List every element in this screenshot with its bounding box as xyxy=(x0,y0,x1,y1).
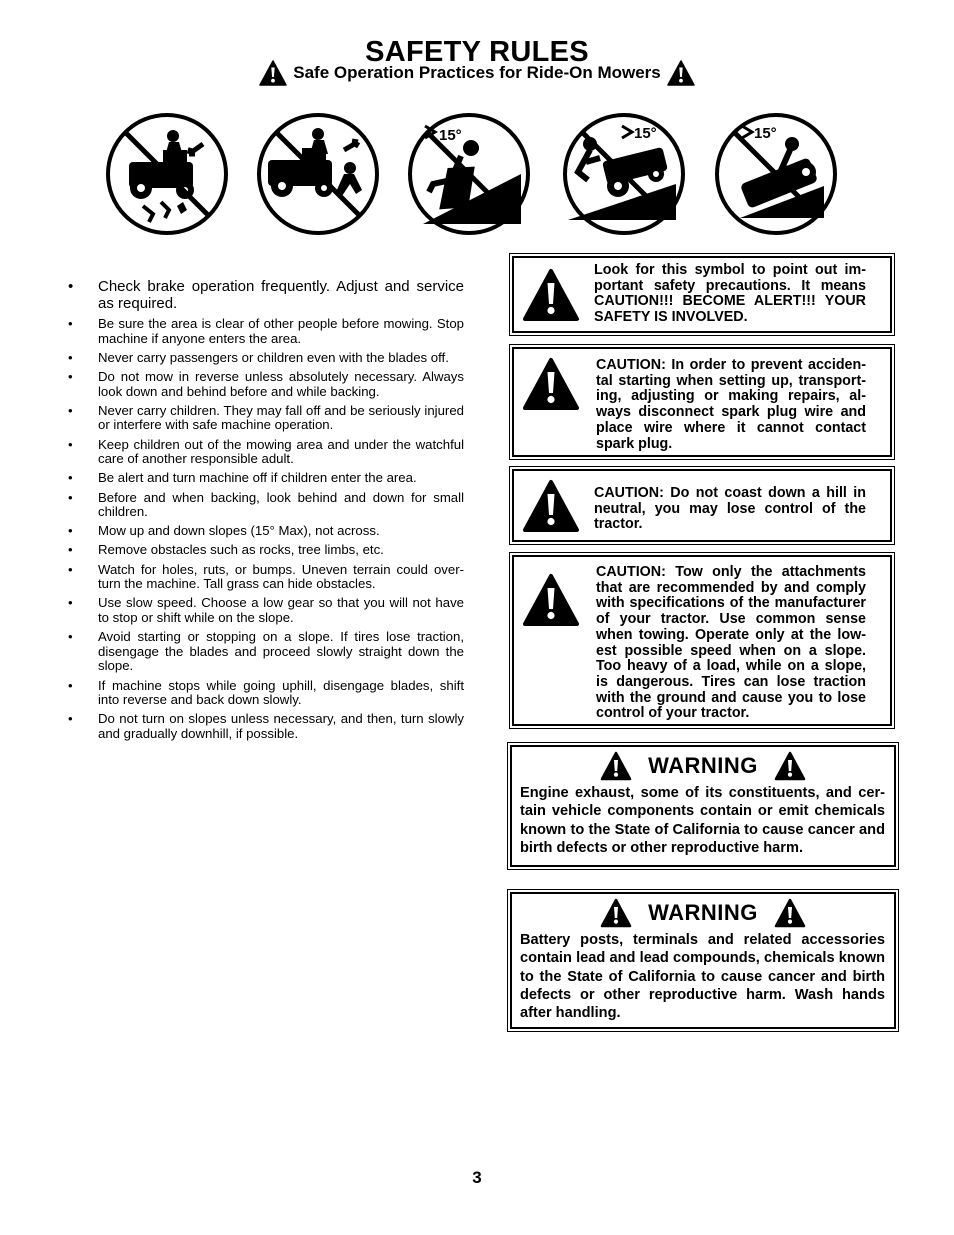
warning-triangle-icon xyxy=(259,60,287,86)
no-bystanders-pictogram-icon xyxy=(103,110,231,238)
page-title: SAFETY RULES xyxy=(365,36,589,68)
caution-box xyxy=(512,555,892,726)
list-item: • Do not turn on slopes unless necessary, and then, turn slowly and gradually downhill, if possible. xyxy=(68,712,464,741)
caution-box xyxy=(512,469,892,542)
list-item: • Be sure the area is clear of other people before mowing. Stop machine if anyone enters the area. xyxy=(68,317,464,346)
slope-limit-pictogram-icon xyxy=(712,110,840,238)
warning-triangle-icon xyxy=(600,898,632,928)
slope-angle-label: 15° xyxy=(634,125,657,142)
caution-triangle-icon xyxy=(522,268,580,322)
list-item: • Use slow speed. Choose a low gear so that you will not have to stop or shift while on the slope. xyxy=(68,596,464,625)
list-item: • Watch for holes, ruts, or bumps. Uneven terrain could over-turn the machine. Tall grass can hide obstacles. xyxy=(68,563,464,592)
warning-text: Engine exhaust, some of its constituents, and cer-tain vehicle components contain or emit chemicals known to the State of California to cause cancer and birth defects or other reproductive harm. xyxy=(520,785,885,856)
slope-limit-pictogram-icon xyxy=(405,110,533,238)
warning-box xyxy=(510,892,896,1029)
warning-text: Battery posts, terminals and related accessories contain lead and lead compounds, chemicals known to the State of California to cause cancer and birth defects or other reproductive harm. Wash hands after handling. xyxy=(520,932,885,1022)
list-item: • If machine stops while going uphill, disengage blades, shift into reverse and back down slowly. xyxy=(68,679,464,708)
list-item: • Never carry passengers or children even with the blades off. xyxy=(68,351,464,366)
warning-triangle-icon xyxy=(774,751,806,781)
subtitle-text: Safe Operation Practices for Ride-On Mowers xyxy=(293,63,661,82)
list-item: • Never carry children. They may fall off and be seriously injured or interfere with safe machine operation. xyxy=(68,404,464,433)
slope-angle-label: 15° xyxy=(754,125,777,142)
warning-heading xyxy=(512,898,894,928)
warning-heading xyxy=(512,751,894,781)
caution-triangle-icon xyxy=(522,357,580,411)
caution-box xyxy=(512,347,892,457)
caution-text: CAUTION: In order to prevent acciden-tal starting when setting up, transport-ing, adjusting or making repairs, al-ways disconnect spark plug wire and place wire where it cannot contact spark plug. xyxy=(596,357,866,452)
list-item: • Mow up and down slopes (15° Max), not across. xyxy=(68,524,464,539)
caution-text: CAUTION: Do not coast down a hill in neutral, you may lose control of the tractor. xyxy=(594,485,866,533)
safety-pictograms xyxy=(0,110,954,242)
page-number: 3 xyxy=(472,1168,482,1187)
list-item: • Before and when backing, look behind and down for small children. xyxy=(68,491,464,520)
list-item: • Keep children out of the mowing area and under the watchful care of another responsible adult. xyxy=(68,438,464,467)
safety-rules-list xyxy=(68,278,464,746)
slope-limit-pictogram-icon xyxy=(560,110,688,238)
warning-box xyxy=(510,745,896,867)
list-item: • Do not mow in reverse unless absolutely necessary. Always look down and behind before and while backing. xyxy=(68,370,464,399)
caution-triangle-icon xyxy=(522,479,580,533)
caution-triangle-icon xyxy=(522,573,580,627)
caution-text: Look for this symbol to point out im-portant safety precautions. It means CAUTION!!! BECOME ALERT!!! YOUR SAFETY IS INVOLVED. xyxy=(594,262,866,326)
page-subtitle xyxy=(0,60,954,86)
list-item: • Check brake operation frequently. Adjust and service as required. xyxy=(68,278,464,312)
warning-triangle-icon xyxy=(667,60,695,86)
slope-angle-label: 15° xyxy=(439,127,462,144)
list-item: • Be alert and turn machine off if children enter the area. xyxy=(68,471,464,486)
no-passengers-pictogram-icon xyxy=(254,110,382,238)
warning-triangle-icon xyxy=(600,751,632,781)
warning-title: WARNING xyxy=(648,900,758,925)
caution-box xyxy=(512,256,892,333)
caution-text: CAUTION: Tow only the attachments that are recommended by and comply with specifications of the manufacturer of your tractor. Use common sense when towing. Operate only at the low-est possible speed when on a slope. Too heavy of a load, while on a slope, is dangerous. Tires can lose traction with the ground and cause you to lose control of your tractor. xyxy=(596,564,866,722)
list-item: • Remove obstacles such as rocks, tree limbs, etc. xyxy=(68,543,464,558)
list-item: • Avoid starting or stopping on a slope. If tires lose traction, disengage the blades and proceed slowly straight down the slope. xyxy=(68,630,464,674)
warning-triangle-icon xyxy=(774,898,806,928)
warning-title: WARNING xyxy=(648,753,758,778)
